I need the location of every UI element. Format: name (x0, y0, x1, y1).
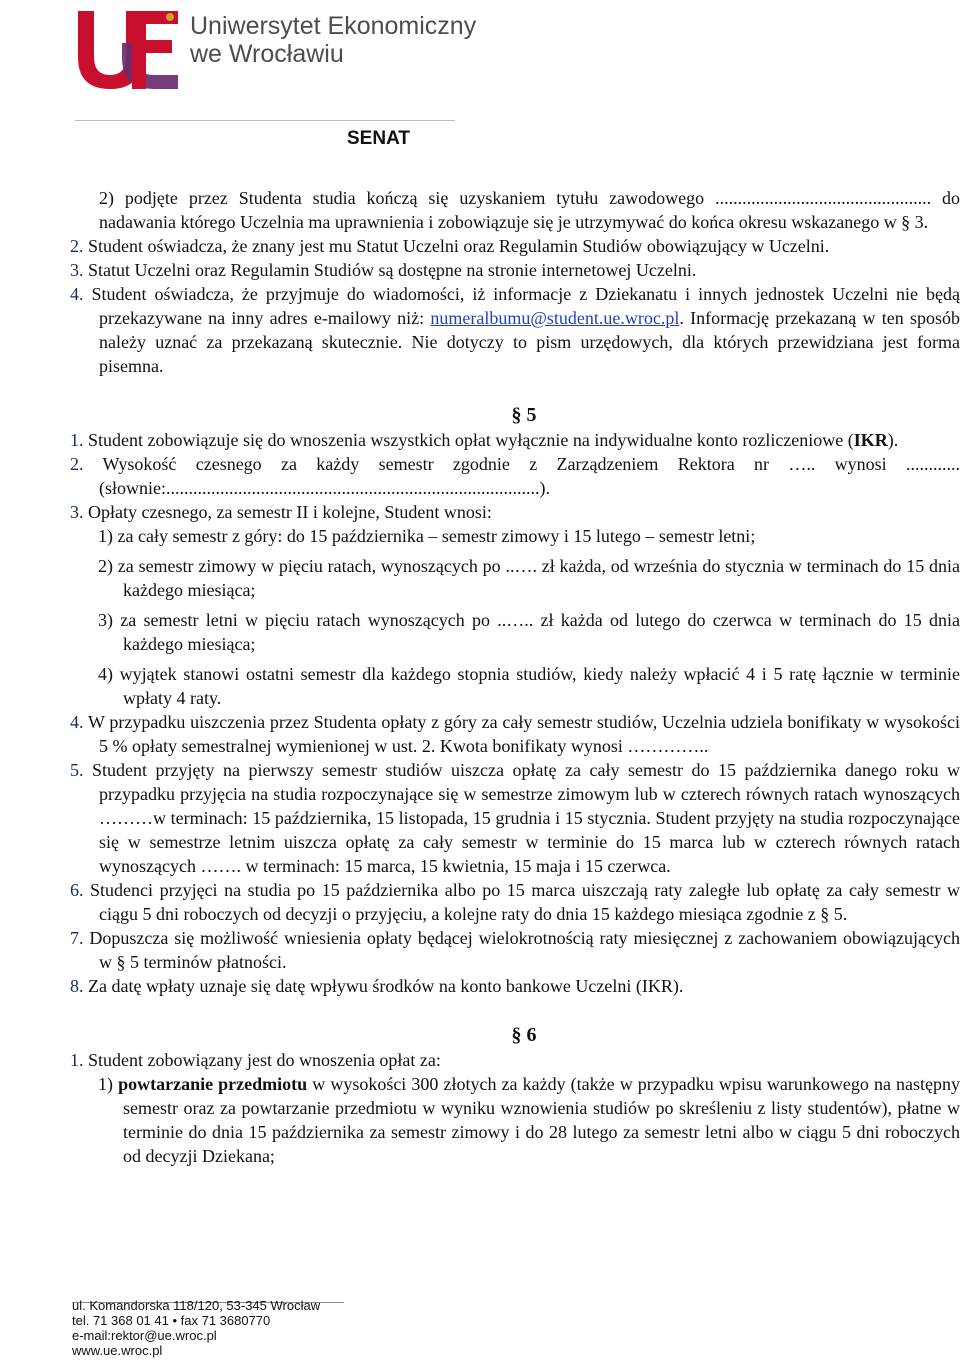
university-name-line2: we Wrocławiu (190, 40, 344, 68)
ikr-bold: IKR (853, 430, 888, 450)
item-text: W przypadku uiszczenia przez Studenta opłaty z góry za cały semestr studiów, Uczelnia udziela bonifikaty w wysokości 5 % opłaty semestralnej wymienionej w ust. 2. Kwota bonifikaty wynosi ………….. (87, 712, 960, 756)
section-5-item6 (70, 878, 960, 926)
page-footer (72, 1298, 320, 1358)
sub-number: 3) (98, 610, 113, 630)
section-5-item2 (70, 452, 960, 500)
footer-www: www.ue.wroc.pl (72, 1343, 163, 1358)
section-5-item3-sub4 (70, 662, 960, 710)
section-6-item1-sub1 (70, 1072, 960, 1168)
sub-text: za semestr zimowy w pięciu ratach, wynoszących po ..…. zł każda, od września do stycznia w terminach do 15 dnia każdego miesiąca; (117, 556, 960, 600)
section-6-item1 (70, 1048, 960, 1072)
footer-email: e-mail:rektor@ue.wroc.pl (72, 1328, 217, 1343)
section-5-item3-sub3 (70, 608, 960, 656)
item-number: 7. (70, 928, 84, 948)
item-text: Statut Uczelni oraz Regulamin Studiów są dostępne na stronie internetowej Uczelni. (88, 260, 697, 280)
section-5-item3-sub2 (70, 554, 960, 602)
university-name (190, 12, 476, 68)
header-divider (75, 120, 455, 121)
sub-number: 1) (98, 1074, 113, 1094)
university-logo-icon (72, 5, 182, 91)
sub-text: za semestr letni w pięciu ratach wynoszących po ..….. zł każda od lutego do czerwca w terminach do 15 dnia każdego miesiąca; (120, 610, 960, 654)
item-text: Student oświadcza, że przyjmuje do wiadomości, iż informacje z Dziekanatu i innych jednostek Uczelni nie będą przekazywane na inny adres e-mailowy niż: (91, 284, 960, 328)
sub-text: w wysokości 300 złotych za każdy (także w przypadku wpisu warunkowego na następny semestr oraz za powtarzanie przedmiotu w wyniku wznowienia studiów po skreśleniu z listy studentów), płatne w terminie do dnia 15 października za semestr zimowy i do 28 lutego za semestr letni albo w ciągu 5 dni roboczych od decyzji Dziekana; (123, 1074, 960, 1166)
item-text-cont: . Informację przekazaną w ten sposób należy uznać za przekazaną skutecznie. Nie dotyczy to pism urzędowych, dla których przewidziana jest forma pisemna. (99, 308, 960, 376)
sub-text: za cały semestr z góry: do 15 października – semestr zimowy i 15 lutego – semestr letni; (117, 526, 756, 546)
sub-number: 1) (98, 526, 113, 546)
item-number: 6. (70, 880, 84, 900)
section-5-title: § 5 (511, 404, 537, 426)
item-number: 1. (70, 1050, 84, 1070)
item-number: 3. (70, 260, 84, 280)
item-number: 2. (70, 454, 84, 474)
item-text: Student przyjęty na pierwszy semestr studiów uiszcza opłatę za cały semestr do 15 października danego roku w przypadku przyjęcia na studia rozpoczynające się w semestrze zimowym lub w czterech równych ratach wynoszących ………w terminach: 15 października, 15 listopada, 15 grudnia i 15 stycznia. Student przyjęty na studia rozpoczynające się w semestrze letnim uiszcza opłatę za cały semestr w terminie do 15 marca lub w czterech równych ratach wynoszących ……. w terminach: 15 marca, 15 kwietnia, 15 maja i 15 czerwca. (92, 760, 960, 876)
repeat-subject-bold: powtarzanie przedmiotu (118, 1074, 308, 1094)
sub-number: 4) (98, 664, 113, 684)
item-number: 1. (70, 430, 84, 450)
item-number: 8. (70, 976, 84, 996)
section-5-item3 (70, 500, 960, 524)
student-email-link[interactable]: numeralbumu@student.ue.wroc.pl (430, 308, 680, 328)
item-text: Wysokość czesnego za każdy semestr zgodnie z Zarządzeniem Rektora nr ….. wynosi ............ (słownie:...................................................................................). (99, 454, 960, 498)
section-5-item4 (70, 710, 960, 758)
item-text: Student oświadcza, że znany jest mu Statut Uczelni oraz Regulamin Studiów obowiązujący w Uczelni. (88, 236, 830, 256)
paragraph-2-item3 (70, 258, 960, 282)
footer-phone: tel. 71 368 01 41 • fax 71 3680770 (72, 1313, 271, 1328)
item-text: Za datę wpłaty uznaje się datę wpływu środków na konto bankowe Uczelni (IKR). (88, 976, 684, 996)
item-text-cont: ). (887, 430, 899, 450)
item-number: 2. (70, 236, 84, 256)
item-text: Studenci przyjęci na studia po 15 października albo po 15 marca uiszczają raty zaległe lub opłatę za cały semestr w ciągu 5 dni roboczych od decyzji o przyjęciu, a kolejne raty do dnia 15 każdego miesiąca zgodnie z § 5. (90, 880, 960, 924)
paragraph-2-2: 2) podjęte przez Studenta studia kończą się uzyskaniem tytułu zawodowego ................................................ do nadawania którego Uczelnia ma uprawnienia i zobowiązuje się je utrzymywać do końca okresu wskazanego w § 3. (99, 188, 960, 232)
item-text: Student zobowiązuje się do wnoszenia wszystkich opłat wyłącznie na indywidualne konto rozliczeniowe ( (88, 430, 854, 450)
page-header (0, 0, 960, 149)
university-name-line1: Uniwersytet Ekonomiczny (190, 12, 477, 40)
item-number: 3. (70, 502, 84, 522)
section-6-title: § 6 (511, 1024, 537, 1046)
item-number: 4. (70, 712, 84, 732)
item-text: Opłaty czesnego, za semestr II i kolejne, Student wnosi: (88, 502, 492, 522)
paragraph-2-item2 (70, 234, 960, 258)
item-number: 4. (70, 284, 84, 304)
paragraph-2-item4 (70, 282, 960, 378)
document-body (70, 186, 960, 1168)
section-5-item5 (70, 758, 960, 878)
section-5-item8 (70, 974, 960, 998)
item-text: Dopuszcza się możliwość wniesienia opłaty będącej wielokrotnością raty miesięcznej z zachowaniem obowiązujących w § 5 terminów płatności. (89, 928, 960, 972)
footer-address: ul. Komandorska 118/120, 53-345 Wrocław (72, 1298, 321, 1313)
section-5-item7 (70, 926, 960, 974)
department-title: SENAT (347, 128, 410, 149)
item-text: Student zobowiązany jest do wnoszenia opłat za: (88, 1050, 441, 1070)
item-number: 5. (70, 760, 84, 780)
sub-text: wyjątek stanowi ostatni semestr dla każdego stopnia studiów, kiedy należy wpłacić 4 i 5 ratę łącznie w terminie wpłaty 4 raty. (119, 664, 960, 708)
section-5-item1 (70, 428, 960, 452)
section-5-item3-sub1 (70, 524, 960, 548)
sub-number: 2) (98, 556, 113, 576)
